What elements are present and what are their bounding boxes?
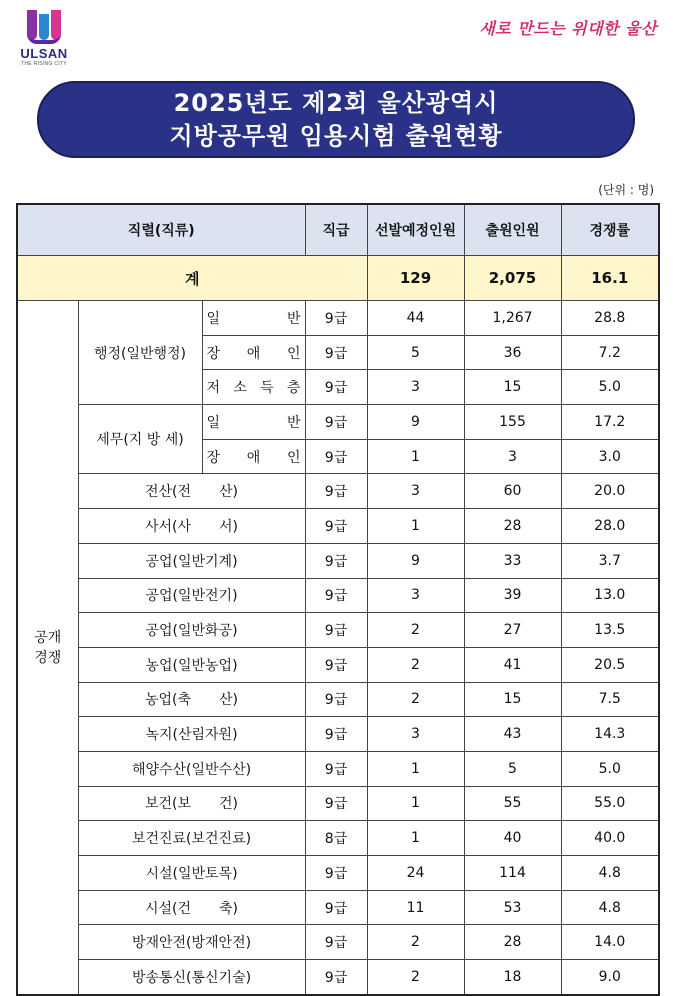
table-row — [17, 682, 659, 717]
applicants: 28 — [464, 925, 561, 960]
ratio: 55.0 — [561, 786, 659, 821]
ratio: 13.5 — [561, 613, 659, 648]
sub-type — [202, 405, 305, 440]
grade: 9급 — [305, 301, 367, 336]
planned: 1 — [367, 786, 464, 821]
grade: 9급 — [305, 786, 367, 821]
planned: 2 — [367, 682, 464, 717]
series-name: 공업(일반기계) — [78, 543, 305, 578]
grade: 9급 — [305, 439, 367, 474]
grade: 9급 — [305, 856, 367, 891]
ratio: 7.5 — [561, 682, 659, 717]
planned: 2 — [367, 647, 464, 682]
planned: 1 — [367, 509, 464, 544]
applicants: 43 — [464, 717, 561, 752]
applicants: 60 — [464, 474, 561, 509]
table-row — [17, 474, 659, 509]
table-header-row — [17, 204, 659, 256]
series-name: 보건진료(보건진료) — [78, 821, 305, 856]
series-name: 시설(일반토목) — [78, 856, 305, 891]
header-grade: 직급 — [305, 204, 367, 256]
ratio: 14.0 — [561, 925, 659, 960]
ratio: 40.0 — [561, 821, 659, 856]
series-name: 해양수산(일반수산) — [78, 751, 305, 786]
ratio: 20.5 — [561, 647, 659, 682]
table-row — [17, 960, 659, 995]
table-row — [17, 647, 659, 682]
total-label: 계 — [17, 256, 367, 301]
applicants: 27 — [464, 613, 561, 648]
series-name: 공업(일반전기) — [78, 578, 305, 613]
applicants: 36 — [464, 335, 561, 370]
grade: 9급 — [305, 682, 367, 717]
table-row — [17, 613, 659, 648]
sub-type — [202, 335, 305, 370]
ratio: 9.0 — [561, 960, 659, 995]
series-name: 보건(보 건) — [78, 786, 305, 821]
ratio: 4.8 — [561, 856, 659, 891]
series-name: 방송통신(통신기술) — [78, 960, 305, 995]
table-row — [17, 717, 659, 752]
title-line-2: 지방공무원 임용시험 출원현황 — [169, 121, 503, 150]
grade: 9급 — [305, 751, 367, 786]
title-line-1: 2025년도 제2회 울산광역시 — [173, 88, 499, 117]
brand-name: ULSAN — [20, 46, 68, 61]
ratio: 7.2 — [561, 335, 659, 370]
planned: 1 — [367, 751, 464, 786]
header-ratio: 경쟁률 — [561, 204, 659, 256]
planned: 9 — [367, 405, 464, 440]
grade: 9급 — [305, 717, 367, 752]
grade: 9급 — [305, 543, 367, 578]
series-name: 농업(일반농업) — [78, 647, 305, 682]
series-tax: 세무(지 방 세) — [78, 405, 202, 474]
ulsan-logo-mark-icon — [25, 10, 63, 44]
sub-type — [202, 439, 305, 474]
applicants: 15 — [464, 682, 561, 717]
table-row — [17, 890, 659, 925]
applicants: 55 — [464, 786, 561, 821]
planned: 1 — [367, 439, 464, 474]
total-applicants: 2,075 — [464, 256, 561, 301]
table-row — [17, 509, 659, 544]
grade: 9급 — [305, 335, 367, 370]
applicants: 39 — [464, 578, 561, 613]
ratio: 28.8 — [561, 301, 659, 336]
ratio: 17.2 — [561, 405, 659, 440]
city-slogan: 새로 만드는 위대한 울산 — [479, 19, 657, 38]
grade: 9급 — [305, 890, 367, 925]
ratio: 13.0 — [561, 578, 659, 613]
series-name: 방재안전(방재안전) — [78, 925, 305, 960]
table-row — [17, 301, 659, 336]
ratio: 5.0 — [561, 751, 659, 786]
series-name: 사서(사 서) — [78, 509, 305, 544]
applicants: 33 — [464, 543, 561, 578]
table-row — [17, 543, 659, 578]
grade: 9급 — [305, 509, 367, 544]
header-planned: 선발예정인원 — [367, 204, 464, 256]
sub-type — [202, 301, 305, 336]
grade: 9급 — [305, 647, 367, 682]
applicants: 155 — [464, 405, 561, 440]
planned: 5 — [367, 335, 464, 370]
planned: 9 — [367, 543, 464, 578]
applicants: 18 — [464, 960, 561, 995]
series-admin: 행정(일반행정) — [78, 301, 202, 405]
planned: 2 — [367, 613, 464, 648]
planned: 11 — [367, 890, 464, 925]
ulsan-logo — [14, 10, 74, 67]
total-row — [17, 256, 659, 301]
applicants: 28 — [464, 509, 561, 544]
planned: 44 — [367, 301, 464, 336]
applicants: 114 — [464, 856, 561, 891]
grade: 8급 — [305, 821, 367, 856]
ratio: 28.0 — [561, 509, 659, 544]
grade: 9급 — [305, 405, 367, 440]
grade: 9급 — [305, 370, 367, 405]
unit-note: (단위 : 명) — [598, 183, 654, 197]
applicants: 5 — [464, 751, 561, 786]
ratio: 3.7 — [561, 543, 659, 578]
total-planned: 129 — [367, 256, 464, 301]
applicants: 41 — [464, 647, 561, 682]
table-row — [17, 821, 659, 856]
applicants: 3 — [464, 439, 561, 474]
planned: 24 — [367, 856, 464, 891]
table-row — [17, 786, 659, 821]
planned: 1 — [367, 821, 464, 856]
series-name: 전산(전 산) — [78, 474, 305, 509]
header-applicants: 출원인원 — [464, 204, 561, 256]
group-open-competition: 공개 경쟁 — [17, 301, 78, 995]
ratio: 4.8 — [561, 890, 659, 925]
grade: 9급 — [305, 613, 367, 648]
ratio: 20.0 — [561, 474, 659, 509]
applicants: 40 — [464, 821, 561, 856]
planned: 3 — [367, 474, 464, 509]
grade: 9급 — [305, 960, 367, 995]
sub-type — [202, 370, 305, 405]
sub-type-label: 장 애 인 — [206, 345, 301, 362]
series-name: 녹지(산림자원) — [78, 717, 305, 752]
table-row — [17, 578, 659, 613]
sub-type-label: 저 소 득 층 — [206, 380, 301, 397]
planned: 2 — [367, 960, 464, 995]
planned: 3 — [367, 578, 464, 613]
grade: 9급 — [305, 578, 367, 613]
planned: 2 — [367, 925, 464, 960]
grade: 9급 — [305, 925, 367, 960]
applicants: 1,267 — [464, 301, 561, 336]
grade: 9급 — [305, 474, 367, 509]
table-row — [17, 405, 659, 440]
ratio: 14.3 — [561, 717, 659, 752]
applicant-stats-table — [16, 203, 660, 996]
sub-type-label: 일 반 — [206, 414, 301, 431]
table-row — [17, 751, 659, 786]
series-name: 농업(축 산) — [78, 682, 305, 717]
title-banner — [37, 81, 635, 158]
brand-tagline: THE RISING CITY — [21, 61, 67, 67]
applicants: 53 — [464, 890, 561, 925]
total-ratio: 16.1 — [561, 256, 659, 301]
series-name: 시설(건 축) — [78, 890, 305, 925]
sub-type-label: 일 반 — [206, 310, 301, 327]
table-row — [17, 925, 659, 960]
series-name: 공업(일반화공) — [78, 613, 305, 648]
header-series: 직렬(직류) — [17, 204, 305, 256]
ratio: 3.0 — [561, 439, 659, 474]
ratio: 5.0 — [561, 370, 659, 405]
applicants: 15 — [464, 370, 561, 405]
planned: 3 — [367, 370, 464, 405]
planned: 3 — [367, 717, 464, 752]
sub-type-label: 장 애 인 — [206, 449, 301, 466]
table-row — [17, 856, 659, 891]
